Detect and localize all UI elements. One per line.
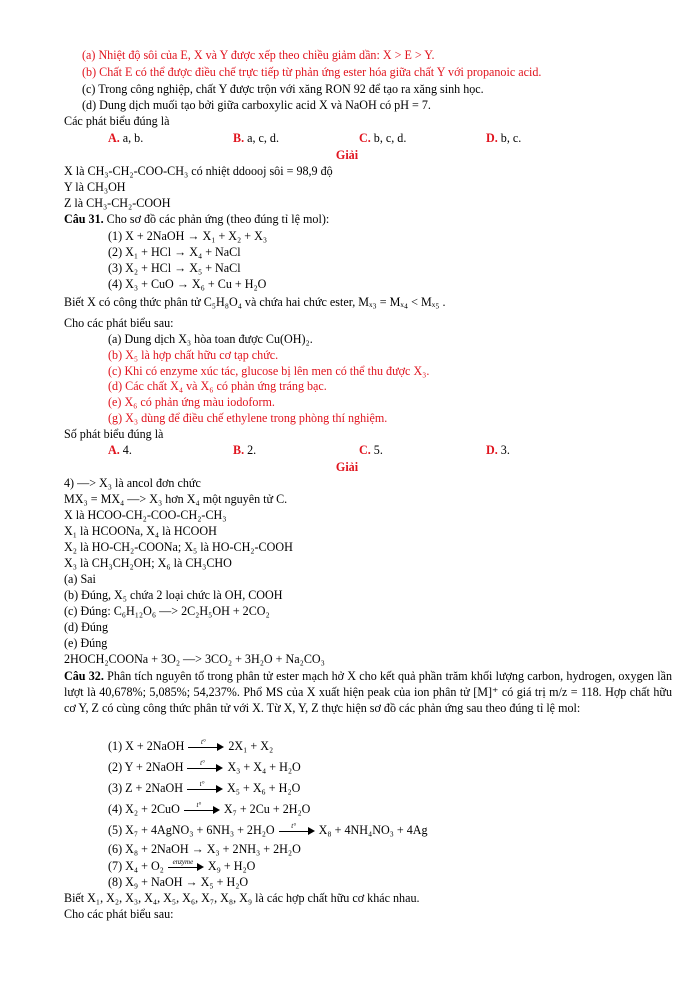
q32-reaction-7 bbox=[108, 859, 255, 873]
q30-option-c bbox=[359, 131, 406, 145]
q31-prompt: Cho các phát biểu sau: bbox=[64, 316, 174, 330]
reaction-right: 2X₁ + X₂ bbox=[228, 739, 274, 753]
q31-solution-line: (e) Đúng bbox=[64, 636, 108, 650]
q31-title-text: Cho sơ đồ các phản ứng (theo đúng tỉ lệ mol): bbox=[103, 212, 330, 226]
option-letter: D. bbox=[486, 131, 498, 145]
q31-statement-a: (a) Dung dịch X₃ hòa toan được Cu(OH)₂. bbox=[108, 332, 313, 346]
option-letter: C. bbox=[359, 131, 371, 145]
q31-option-d bbox=[486, 443, 510, 457]
q32-text bbox=[64, 668, 672, 716]
option-text: b, c. bbox=[500, 131, 522, 145]
arrow-condition: t° bbox=[291, 822, 297, 831]
right-arrow-icon bbox=[279, 822, 315, 836]
reaction-right: X₇ + 2Cu + 2H₂O bbox=[223, 802, 311, 816]
option-letter: A. bbox=[108, 443, 120, 457]
reaction-right: X₅ + X₆ + H₂O bbox=[227, 781, 301, 795]
q31-solution-line: X₃ là CH₃CH₂OH; X₆ là CH₃CHO bbox=[64, 556, 232, 570]
q31-given: Biết X có công thức phân tử C₅H₈O₄ và chứa hai chức ester, Mₓ₃ = Mₓ₄ < Mₓ₅ . bbox=[64, 295, 446, 309]
q30-solution-line: Y là CH₃OH bbox=[64, 180, 126, 194]
q31-count-prompt: Số phát biểu đúng là bbox=[64, 427, 164, 441]
q31-solution-line: (d) Đúng bbox=[64, 620, 108, 634]
q30-statement-b: (b) Chất E có thể được điều chế trực tiếp từ phản ứng ester hóa giữa chất Y với propanoic acid. bbox=[82, 65, 542, 79]
arrow-condition: t° bbox=[199, 780, 205, 789]
reaction-left: (1) X + 2NaOH bbox=[108, 739, 185, 753]
option-letter: B. bbox=[233, 443, 245, 457]
q30-solution-line: Z là CH₃-CH₂-COOH bbox=[64, 196, 171, 210]
reaction-right: X₉ + H₂O bbox=[207, 859, 256, 873]
q32-reaction-3 bbox=[108, 781, 300, 795]
q31-option-c bbox=[359, 443, 383, 457]
q31-solution-line: (a) Sai bbox=[64, 572, 96, 586]
q31-reaction-1: (1) X + 2NaOH → X₁ + X₂ + X₃ bbox=[108, 229, 268, 243]
reaction-left: (3) Z + 2NaOH bbox=[108, 781, 183, 795]
q31-solution-line: (b) Đúng, X₅ chứa 2 loại chức là OH, COOH bbox=[64, 588, 283, 602]
q32-note: Biết X₁, X₂, X₃, X₄, X₅, X₆, X₇, X₈, X₉ là các hợp chất hữu cơ khác nhau. bbox=[64, 891, 420, 905]
option-letter: B. bbox=[233, 131, 245, 145]
q31-statement-e: (e) X₆ có phản ứng màu iodoform. bbox=[108, 395, 275, 409]
right-arrow-icon bbox=[187, 759, 223, 773]
q31-solution-line: X₂ là HO-CH₂-COONa; X₅ là HO-CH₂-COOH bbox=[64, 540, 293, 554]
option-letter: A. bbox=[108, 131, 120, 145]
reaction-right: X₈ + 4NH₄NO₃ + 4Ag bbox=[318, 823, 428, 837]
option-text: 5. bbox=[373, 443, 383, 457]
q31-solution-line: MX₃ = MX₄ —> X₃ hơn X₄ một nguyên tử C. bbox=[64, 492, 288, 506]
q31-solution-line: X là HCOO-CH₂-COO-CH₂-CH₃ bbox=[64, 508, 227, 522]
reaction-right: X₃ + X₄ + H₂O bbox=[227, 760, 301, 774]
q31-statement-c: (c) Khi có enzyme xúc tác, glucose bị lên men có thể thu được X₃. bbox=[108, 364, 430, 378]
q30-option-a bbox=[108, 131, 143, 145]
q31-reaction-3: (3) X₂ + HCl → X₅ + NaCl bbox=[108, 261, 241, 275]
q31-statement-b: (b) X₅ là hợp chất hữu cơ tạp chức. bbox=[108, 348, 279, 362]
reaction-left: (8) X₉ + NaOH → X₅ + H₂O bbox=[108, 875, 249, 889]
reaction-left: (4) X₂ + 2CuO bbox=[108, 802, 180, 816]
q30-option-b bbox=[233, 131, 279, 145]
reaction-left: (6) X₈ + 2NaOH → X₃ + 2NH₃ + 2H₂O bbox=[108, 842, 301, 856]
reaction-left: (5) X₇ + 4AgNO₃ + 6NH₃ + 2H₂O bbox=[108, 823, 275, 837]
q32-reaction-6 bbox=[108, 842, 301, 856]
arrow-condition: t° bbox=[200, 759, 205, 768]
q31-title bbox=[64, 212, 329, 226]
option-text: 4. bbox=[122, 443, 132, 457]
q32-prompt: Cho các phát biểu sau: bbox=[64, 907, 174, 921]
option-text: 3. bbox=[500, 443, 510, 457]
q31-solution-line: (c) Đúng: C₆H₁₂O₆ —> 2C₂H₅OH + 2CO₂ bbox=[64, 604, 270, 618]
q32-body: Phân tích nguyên tố trong phân tử ester mạch hở X cho kết quả phần trăm khối lượng carbon, hydrogen, oxygen lần lượt là 40,678%; 5,085%; 54,237%. Phổ MS của X xuất hiện peak của ion phân tử [M]⁺ có giá trị m/z = 118. Hợp chất hữu cơ Y, Z có cùng công thức phân tử với X. Từ X, Y, Z thực hiện sơ đồ các phản ứng sau theo đúng tỉ lệ mol: bbox=[64, 669, 672, 715]
q30-prompt: Các phát biểu đúng là bbox=[64, 114, 170, 128]
reaction-left: (7) X₄ + O₂ bbox=[108, 859, 164, 873]
q31-option-b bbox=[233, 443, 256, 457]
q32-reaction-8 bbox=[108, 875, 248, 889]
q31-solution-line: 2HOCH₂COONa + 3O₂ —> 3CO₂ + 3H₂O + Na₂CO₃ bbox=[64, 652, 325, 666]
arrow-condition: enzyme bbox=[172, 858, 194, 867]
arrow-condition: t° bbox=[200, 738, 206, 747]
right-arrow-icon bbox=[188, 738, 224, 752]
q32-reaction-1 bbox=[108, 739, 273, 753]
q31-solution-line: X₁ là HCOONa, X₄ là HCOOH bbox=[64, 524, 217, 538]
q30-statement-d: (d) Dung dịch muối tạo bởi giữa carboxylic acid X và NaOH có pH = 7. bbox=[82, 98, 431, 112]
q31-reaction-4: (4) X₃ + CuO → X₆ + Cu + H₂O bbox=[108, 277, 267, 291]
option-text: 2. bbox=[247, 443, 257, 457]
option-letter: C. bbox=[359, 443, 371, 457]
q31-number: Câu 31. bbox=[64, 212, 104, 226]
right-arrow-icon bbox=[187, 780, 223, 794]
q31-statement-g: (g) X₃ dùng để điều chế ethylene trong phòng thí nghiệm. bbox=[108, 411, 388, 425]
q31-solution-heading: Giải bbox=[335, 460, 359, 474]
q32-reaction-2 bbox=[108, 760, 301, 774]
q30-solution-heading: Giải bbox=[335, 148, 359, 162]
reaction-left: (2) Y + 2NaOH bbox=[108, 760, 184, 774]
option-letter: D. bbox=[486, 443, 498, 457]
q31-reaction-2: (2) X₁ + HCl → X₄ + NaCl bbox=[108, 245, 241, 259]
q31-statement-d: (d) Các chất X₄ và X₆ có phản ứng tráng bạc. bbox=[108, 379, 327, 393]
right-arrow-icon bbox=[184, 801, 220, 815]
arrow-condition: t° bbox=[196, 801, 202, 810]
q32-reaction-4 bbox=[108, 802, 310, 816]
q30-solution-line: X là CH₃-CH₂-COO-CH₃ có nhiệt ddoooj sôi = 98,9 độ bbox=[64, 164, 333, 178]
q30-statement-c: (c) Trong công nghiệp, chất Y được trộn với xăng RON 92 để tạo ra xăng sinh học. bbox=[82, 82, 484, 96]
q30-statement-a: (a) Nhiệt độ sôi của E, X và Y được xếp theo chiều giảm dần: X > E > Y. bbox=[82, 48, 435, 62]
q30-option-d bbox=[486, 131, 521, 145]
q32-reaction-5 bbox=[108, 823, 428, 837]
right-arrow-icon bbox=[168, 858, 204, 872]
q32-number: Câu 32. bbox=[64, 669, 104, 683]
q31-option-a bbox=[108, 443, 132, 457]
option-text: a, b. bbox=[122, 131, 144, 145]
q31-solution-line: 4) —> X₃ là ancol đơn chức bbox=[64, 476, 201, 490]
option-text: b, c, d. bbox=[373, 131, 407, 145]
option-text: a, c, d. bbox=[247, 131, 279, 145]
